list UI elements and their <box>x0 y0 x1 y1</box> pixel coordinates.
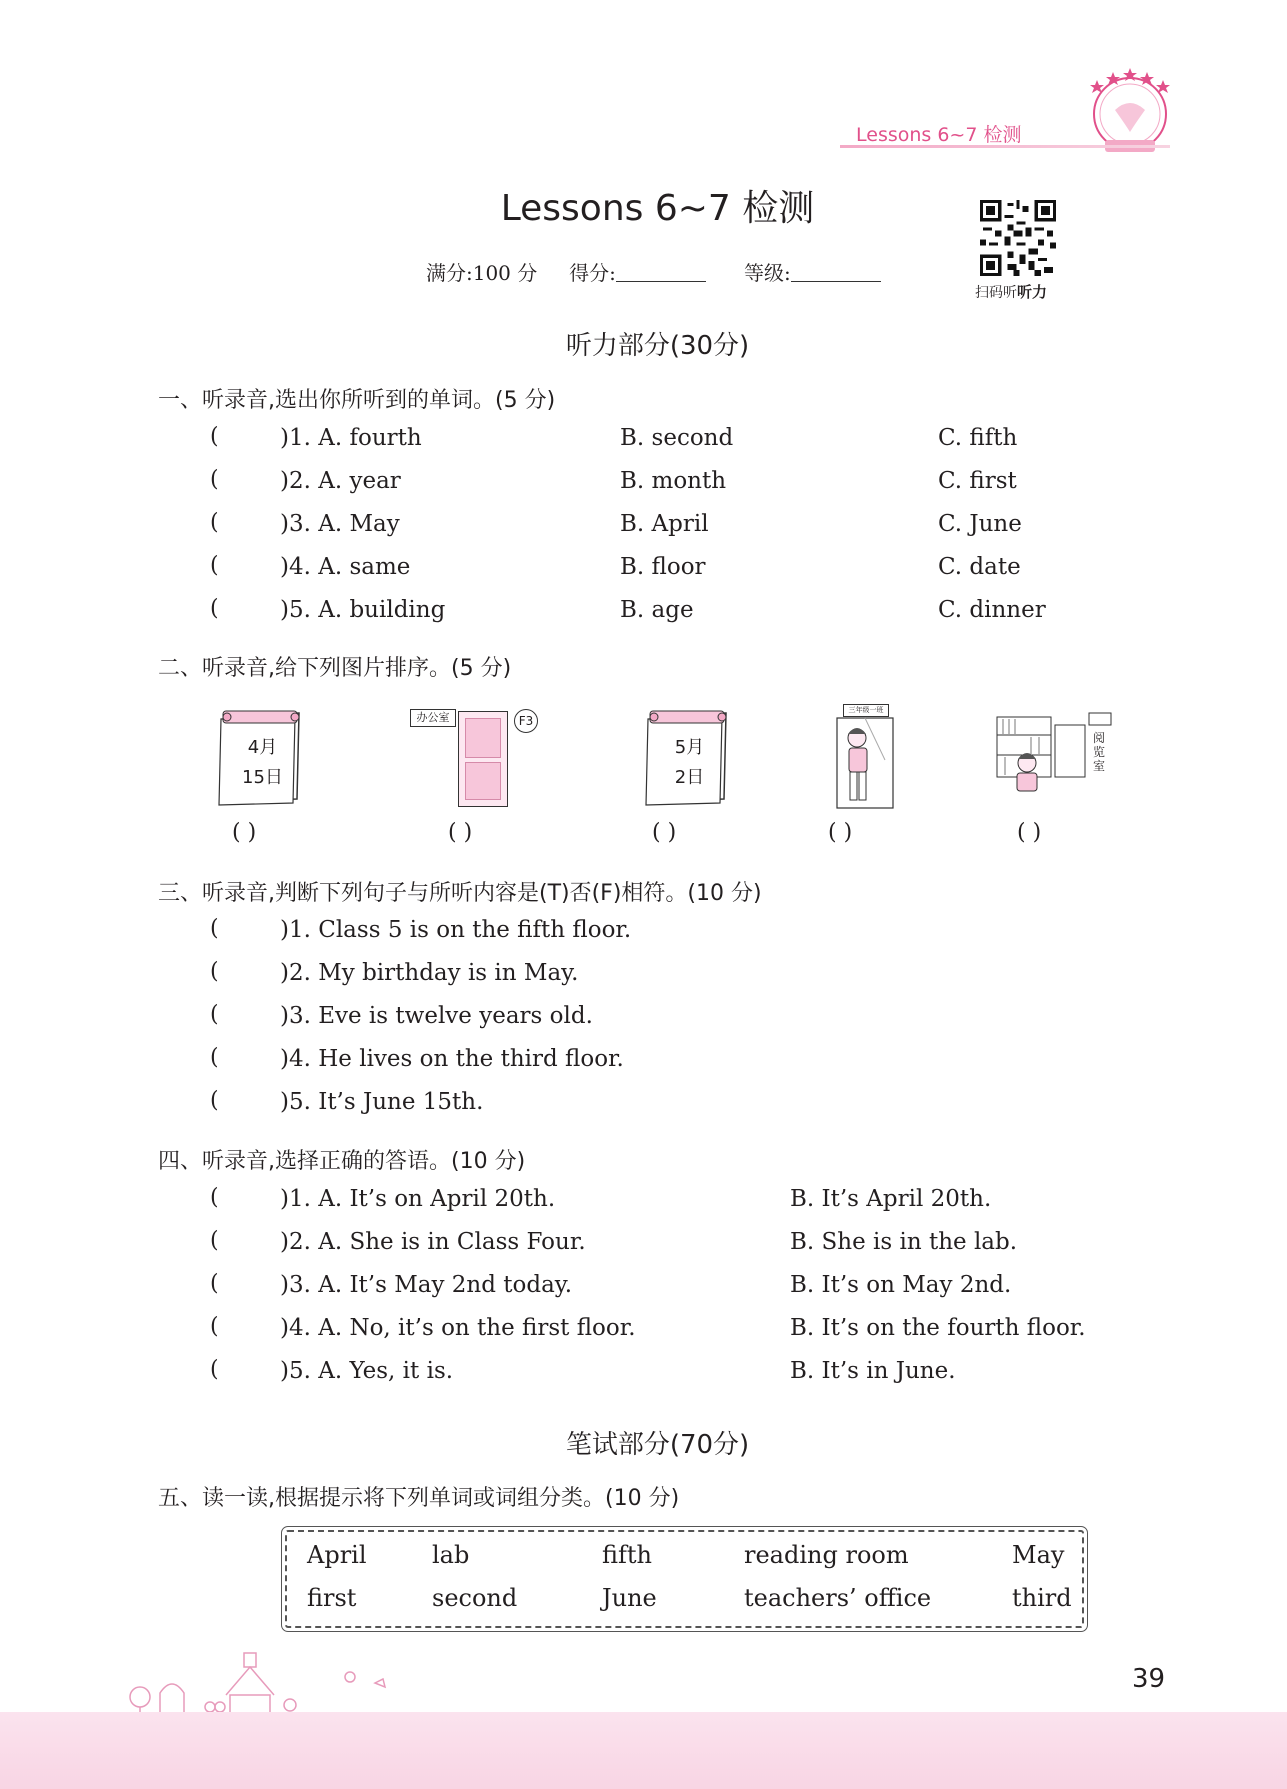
option-b: B. It’s on the fourth floor. <box>790 1315 1086 1341</box>
word-item: teachers’ office <box>744 1584 932 1612</box>
option-b: B. month <box>620 468 727 494</box>
calendar-day: 2日 <box>674 767 705 788</box>
footer-town-decoration-icon <box>120 1645 400 1720</box>
qr-label-emph: 听力 <box>1017 283 1048 301</box>
option-c: C. June <box>938 511 1022 537</box>
statement: )1. Class 5 is on the fifth floor. <box>280 917 632 943</box>
calendar-may-2-picture <box>642 703 737 808</box>
answer-paren[interactable]: ( <box>210 1002 219 1027</box>
answer-paren[interactable]: ( <box>210 596 219 621</box>
calendar-month: 5月 <box>674 737 705 758</box>
statement: )3. Eve is twelve years old. <box>280 1003 593 1029</box>
score-label: 得分: <box>569 261 616 285</box>
boy-icon <box>835 700 895 810</box>
answer-paren[interactable]: ( <box>210 1228 219 1253</box>
class-sign: 三年级一班 <box>843 704 889 717</box>
qr-label-text: 扫码听 <box>975 285 1017 301</box>
calendar-april-15-picture <box>215 703 310 808</box>
option-a: )3. A. May <box>280 511 400 537</box>
page-number: 39 <box>1132 1664 1166 1694</box>
word-item: lab <box>432 1541 470 1569</box>
option-b: B. floor <box>620 554 706 580</box>
option-b: B. It’s April 20th. <box>790 1186 992 1212</box>
word-item: second <box>432 1584 518 1612</box>
door-icon <box>458 711 508 807</box>
option-b: B. age <box>620 597 694 623</box>
answer-paren[interactable]: ( <box>210 916 219 941</box>
picture2-answer-paren[interactable]: ( ) <box>448 820 473 845</box>
office-sign: 办公室 <box>410 709 456 727</box>
answer-paren[interactable]: ( <box>210 553 219 578</box>
reading-room-picture <box>995 705 1115 805</box>
option-a: )1. A. It’s on April 20th. <box>280 1186 556 1212</box>
section1-title: 一、听录音,选出你所听到的单词。(5 分) <box>158 388 556 413</box>
listening-part-title: 听力部分(30分) <box>565 331 750 361</box>
word-item: June <box>602 1584 657 1612</box>
qr-code-icon[interactable] <box>980 200 1056 276</box>
footer-band <box>0 1712 1287 1789</box>
calendar-month: 4月 <box>247 737 278 758</box>
option-a: )2. A. She is in Class Four. <box>280 1229 586 1255</box>
answer-paren[interactable]: ( <box>210 1088 219 1113</box>
section3-title: 三、听录音,判断下列句子与所听内容是(T)否(F)相符。(10 分) <box>158 881 762 906</box>
option-a: )3. A. It’s May 2nd today. <box>280 1272 573 1298</box>
section2-title: 二、听录音,给下列图片排序。(5 分) <box>158 656 512 681</box>
statement: )4. He lives on the third floor. <box>280 1046 624 1072</box>
boy-classroom-picture <box>835 700 895 810</box>
picture1-answer-paren[interactable]: ( ) <box>232 820 257 845</box>
writing-part-title: 笔试部分(70分) <box>565 1430 750 1460</box>
option-c: C. date <box>938 554 1021 580</box>
section4-title: 四、听录音,选择正确的答语。(10 分) <box>158 1149 526 1174</box>
answer-paren[interactable]: ( <box>210 510 219 535</box>
full-score: 满分:100 分 <box>426 261 538 285</box>
grade-blank[interactable] <box>791 263 881 282</box>
word-item: April <box>307 1541 367 1569</box>
option-a: )5. A. building <box>280 597 446 623</box>
calendar-day: 15日 <box>242 767 283 788</box>
header-label: Lessons 6~7 检测 <box>856 124 1022 146</box>
option-b: B. It’s in June. <box>790 1358 956 1384</box>
answer-paren[interactable]: ( <box>210 467 219 492</box>
word-bank-box <box>285 1530 1084 1628</box>
word-item: reading room <box>744 1541 909 1569</box>
office-door-picture <box>410 705 540 805</box>
option-c: C. fifth <box>938 425 1018 451</box>
score-blank[interactable] <box>616 263 706 282</box>
picture5-answer-paren[interactable]: ( ) <box>1017 820 1042 845</box>
grade-label: 等级: <box>743 261 791 285</box>
option-b: B. second <box>620 425 734 451</box>
option-c: C. dinner <box>938 597 1046 623</box>
floor-tag: F3 <box>514 709 538 733</box>
option-c: C. first <box>938 468 1017 494</box>
word-item: third <box>1012 1584 1072 1612</box>
option-a: )4. A. same <box>280 554 411 580</box>
word-item: first <box>307 1584 357 1612</box>
answer-paren[interactable]: ( <box>210 1314 219 1339</box>
word-item: May <box>1012 1541 1065 1569</box>
answer-paren[interactable]: ( <box>210 1271 219 1296</box>
answer-paren[interactable]: ( <box>210 1185 219 1210</box>
reading-room-sign: 阅览室 <box>1093 731 1106 773</box>
page-title: Lessons 6~7 检测 <box>500 188 815 229</box>
option-a: )4. A. No, it’s on the first floor. <box>280 1315 636 1341</box>
option-b: B. April <box>620 511 709 537</box>
answer-paren[interactable]: ( <box>210 959 219 984</box>
statement: )5. It’s June 15th. <box>280 1089 484 1115</box>
qr-label <box>975 281 1047 302</box>
section5-title: 五、读一读,根据提示将下列单词或词组分类。(10 分) <box>158 1486 680 1511</box>
option-b: B. It’s on May 2nd. <box>790 1272 1012 1298</box>
statement: )2. My birthday is in May. <box>280 960 579 986</box>
option-a: )5. A. Yes, it is. <box>280 1358 454 1384</box>
option-a: )1. A. fourth <box>280 425 422 451</box>
answer-paren[interactable]: ( <box>210 424 219 449</box>
picture4-answer-paren[interactable]: ( ) <box>828 820 853 845</box>
score-line <box>426 257 881 286</box>
option-a: )2. A. year <box>280 468 401 494</box>
picture3-answer-paren[interactable]: ( ) <box>652 820 677 845</box>
answer-paren[interactable]: ( <box>210 1045 219 1070</box>
answer-paren[interactable]: ( <box>210 1357 219 1382</box>
word-item: fifth <box>602 1541 652 1569</box>
option-b: B. She is in the lab. <box>790 1229 1018 1255</box>
